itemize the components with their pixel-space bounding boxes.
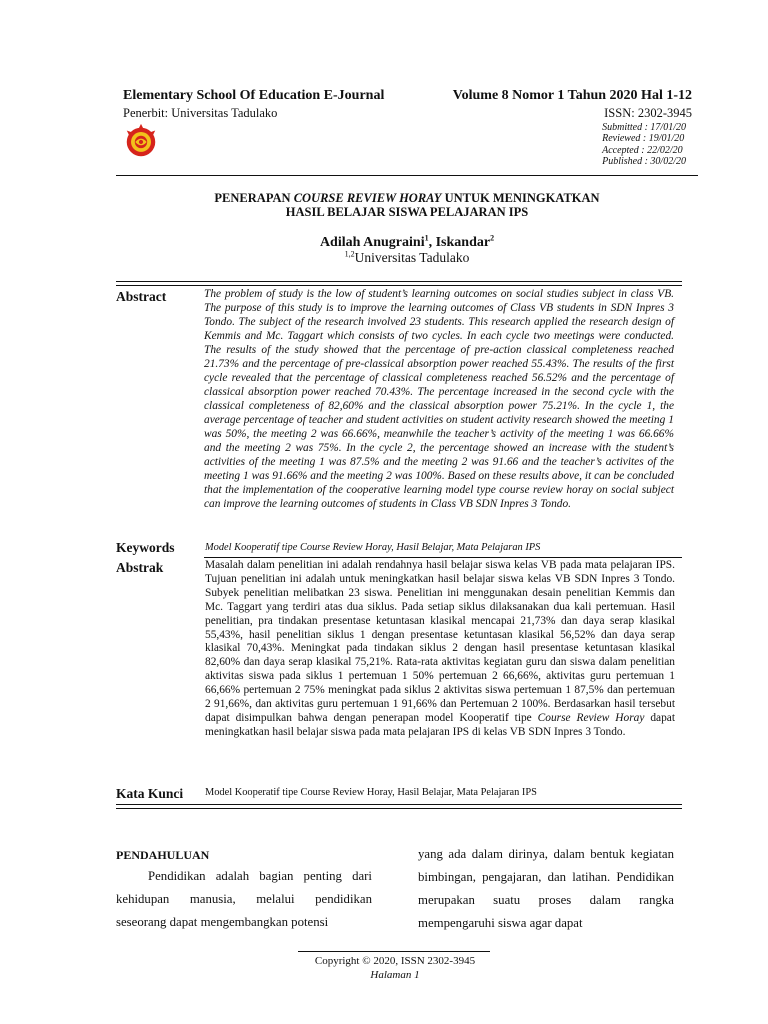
article-title [116, 191, 698, 219]
date-accepted: Accepted : 22/02/20 [602, 144, 683, 156]
copyright-text: Copyright © 2020, ISSN 2302-3945 [314, 955, 476, 967]
abstrak-label: Abstrak [116, 560, 164, 575]
issn: ISSN: 2302-3945 [604, 106, 692, 120]
keywords-text: Model Kooperatif tipe Course Review Horay, Hasil Belajar, Mata Pelajaran IPS [205, 542, 541, 553]
section-heading: PENDAHULUAN [116, 848, 210, 862]
abstract-label: Abstract [116, 289, 167, 304]
abstract-bottom-rule [116, 804, 682, 809]
title-italic: COURSE REVIEW HORAY [293, 191, 442, 205]
author-1: Adilah Anugraini [319, 235, 425, 250]
kata-kunci-text: Model Kooperatif tipe Course Review Horay, Hasil Belajar, Mata Pelajaran IPS [205, 787, 537, 798]
page-number: Halaman 1 [370, 968, 420, 981]
author-2: Iskandar [435, 235, 491, 250]
title-line-2: HASIL BELAJAR SISWA PELAJARAN IPS [285, 205, 529, 219]
abstrak-text [205, 559, 675, 740]
affiliation-text: Universitas Tadulako [354, 250, 470, 265]
date-published: Published : 30/02/20 [602, 155, 686, 167]
journal-name: Elementary School Of Education E-Journal [123, 88, 385, 103]
title-line-1 [116, 191, 698, 205]
abstract-text: The problem of study is the low of student’s learning outcomes on social studies subject in class VB. The purpose of this study is to improve the learning outcomes of Class VB students in SDN Inpres 3 Tondo. The subject of the research involved 23 students. This research applied the research design of Kemmis and Mc. Taggart which consists of two cycles. In each cycle two meetings were conducted. The results of the study showed that the percentage of pre-action classical completeness reached 21.73% and the percentage of pre-classical absorption power reached 55.43%. The results of the first cycle revealed that the percentage of classical completeness reached 56.52% and the percentage of classical absorption power reached 70.43%. The percentage increased in the second cycle with the classical completeness of 82,60% and the classical absorption power 75.21%. In the cycle 1, the average percentage of teacher and student activities on student activity research showed the meeting 1 was 50%, the meeting 2 was 66.66%, meanwhile the teacher’s activity of the meeting 1 was 66.66% and the meeting 2 was 75%. In the cycle 2, the percentage showed an increase with the student’s activities of the meeting 1 was 87.5% and the meeting 2 was 91.66 and the teacher’s activites of the meeting 1 was 91.66% and the meeting 2 was 100%. Based on these results above, it can be concluded that the implementation of the cooperative learning model type course review horay on social subject can improve the learning outcomes of students in Class VB SDN Inpres 3 Tondo. [204, 288, 674, 510]
intro-column-2: yang ada dalam dirinya, dalam bentuk kegiatan bimbingan, pengajaran, dan latihan. Pendidikan merupakan suatu proses dalam rangka mempengaruhi siswa agar dapat [418, 847, 674, 930]
author-1-sup: 1 [424, 233, 429, 243]
date-reviewed: Reviewed : 19/01/20 [602, 133, 685, 145]
date-submitted: Submitted : 17/01/20 [602, 122, 686, 133]
abstrak-text-pre: Masalah dalam penelitian ini adalah rendahnya hasil belajar siswa kelas VB pada mata pelajaran IPS. Tujuan penelitian ini adalah untuk meningkatkan hasil belajar siswa kelas VB SDN Inpres 3 Tondo. Subyek penelitian melibatkan 23 siswa. Penelitian ini menggunakan desain penelitian Kemmis dan Mc. Taggart yang terdiri atas dua siklus. Pada setiap siklus dilaksanakan dua kali pertemuan. Hasil penelitian, pra tindakan presentase ketuntasan klasikal mencapai 21,73% dan daya serap klasikal 55,43%, hasil penelitian siklus 1 dengan presentase ketuntasan klasikal 56,52% dan daya serap klasikal 70,43%. Meningkat pada tindakan siklus 2 dengan hasil presentase ketuntasan klasikal 82,60% dan daya serap klasikal 75,21%. Rata-rata aktivitas kegiatan guru dan siswa dalam penelitian aktivitas siswa pada siklus 1 pertemuan 1 50% pertemuan 2 66,66%, aktivitas guru pertemuan 1 66,66% pertemuan 2 75% meningkat pada siklus 2 aktivitas siswa pertemuan 1 87,5% dan pertemuan 2 91,66%, dan aktivitas guru pertemuan 1 91,66% dan Pertemuan 2 100%. Berdasarkan hasil tersebut dapat disimpulkan bahwa dengan penerapan model Kooperatif tipe [205, 559, 675, 724]
abstrak-text-post: dapat meningkatkan hasil belajar siswa pada mata pelajaran IPS di kelas VB SDN Inpres 3 Tondo. [205, 711, 675, 738]
title-post: UNTUK MENINGKATKAN [441, 191, 600, 205]
abstrak-rule [204, 557, 682, 558]
publisher: Penerbit: Universitas Tadulako [123, 106, 278, 120]
author-2-sup: 2 [490, 233, 495, 243]
abstrak-text-italic: Course Review Horay [537, 711, 645, 724]
title-pre: PENERAPAN [214, 191, 294, 205]
keywords-label: Keywords [116, 540, 175, 555]
abstract-top-rule [116, 281, 682, 286]
intro-column-1: Pendidikan adalah bagian penting dari kehidupan manusia, melalui pendidikan seseorang dapat mengembangkan potensi [116, 869, 372, 929]
footer [200, 955, 590, 982]
header-rule [116, 175, 698, 176]
volume-info: Volume 8 Nomor 1 Tahun 2020 Hal 1-12 [452, 88, 692, 103]
university-seal-icon [122, 122, 160, 160]
submission-dates [602, 122, 686, 167]
kata-kunci-label: Kata Kunci [116, 786, 184, 801]
affiliation [116, 250, 698, 266]
author-list [116, 235, 698, 251]
author-sep: , [428, 235, 436, 250]
footer-rule [298, 951, 490, 952]
affil-sup: 1,2 [344, 249, 355, 259]
